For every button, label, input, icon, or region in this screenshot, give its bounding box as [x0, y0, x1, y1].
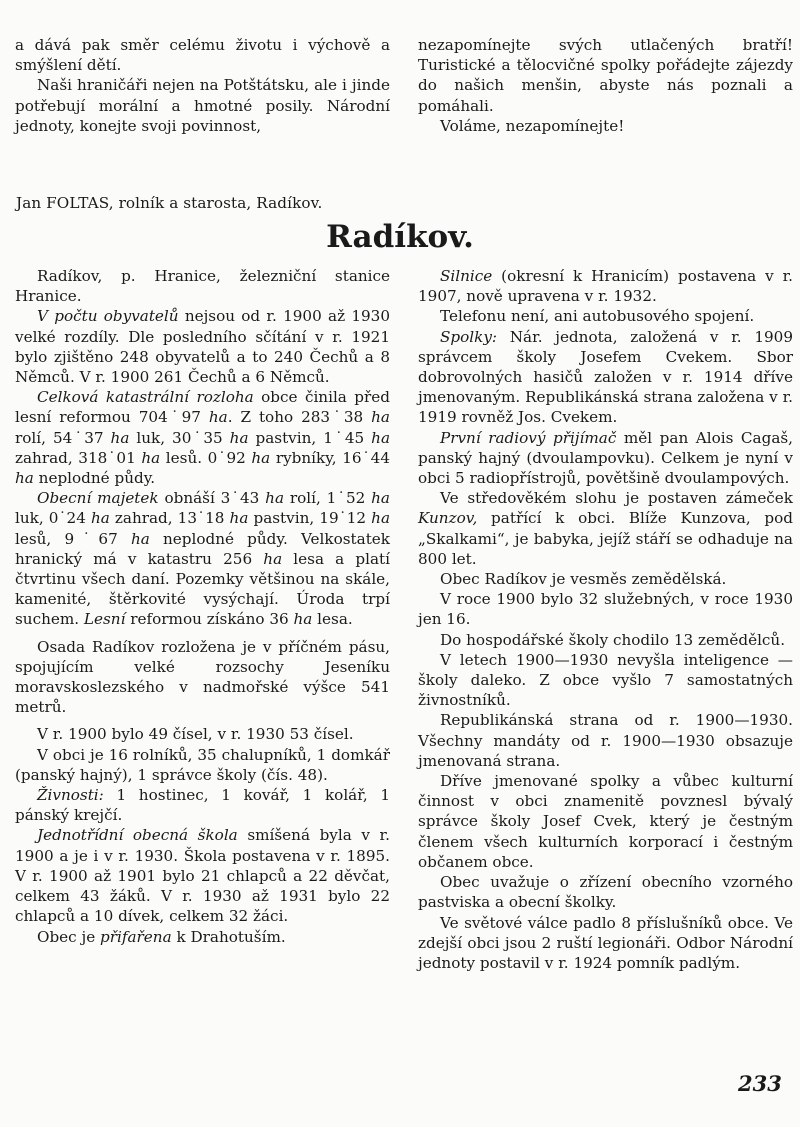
text: neplodné půdy.: [33, 469, 156, 488]
text: lesů. 0˙92: [160, 448, 252, 467]
paragraph: Telefonu není, ani autobusového spojení.: [440, 307, 755, 326]
unit: ha: [90, 509, 110, 528]
text: pastvin, 19˙12: [248, 509, 372, 528]
paragraph: V letech 1900—1930 nevyšla inteligence — školy daleko. Z obce vyšlo 7 samostatných živnostníků.: [418, 650, 793, 710]
unit: ha: [371, 408, 390, 427]
text: pastvin, 1˙45: [248, 428, 372, 447]
section-heading: Radíkov.: [326, 219, 474, 255]
paragraph: [418, 488, 793, 569]
text: Nár. jednota, založená v r. 1909 správcem školy Josefem Cvekem. Sbor dobrovolných hasičů založen v r. 1914 dříve jmenovaným. Republikánská strana založena v r. 1919 rovněž Jos. Cvekem.: [418, 327, 793, 427]
right-column: [418, 266, 793, 973]
paragraph: [418, 266, 793, 306]
paragraph: nezapomínejte svých utlačených bratří! Turistické a tělocvičné spolky pořádejte zájezdy do našich menšin, abyste nás poznali a pomáhali.: [418, 36, 793, 115]
text: (okresní k Hranicím) postavena v r. 1907, nově upravena v r. 1932.: [418, 267, 793, 306]
unit: ha: [229, 428, 249, 447]
text: reformou získáno 36: [125, 610, 294, 629]
paragraph: [15, 306, 390, 387]
unit: ha: [371, 428, 390, 447]
paragraph: Do hospodářské školy chodilo 13 zemědělců.: [440, 630, 786, 649]
paragraph: Obec Radíkov je vesměs zemědělská.: [440, 570, 727, 589]
text: luk, 30˙35: [129, 428, 230, 447]
emphasis: Spolky:: [440, 327, 498, 346]
unit: ha: [371, 489, 390, 508]
text: 1 hostinec, 1 kovář, 1 kolář, 1 pánský krejčí.: [15, 786, 390, 825]
paragraph: Dříve jmenované spolky a vůbec kulturní činnost v obci znamenitě povznesl bývalý správce školy Josef Cvek, který je čestným členem všech kulturních korporací i čestným občanem obce.: [418, 772, 793, 871]
text: k Drahotuším.: [171, 927, 286, 946]
unit: ha: [371, 509, 390, 528]
emphasis: Jednotřídní obecná škola: [37, 826, 238, 845]
text: neplodné půdy. Velkostatek hranický má v katastru 256: [15, 529, 390, 568]
text: obnáší 3˙43: [158, 489, 266, 508]
text: rolí, 54˙37: [15, 428, 111, 447]
paragraph: V r. 1900 bylo 49 čísel, v r. 1930 53 čísel.: [37, 725, 354, 744]
paragraph: [15, 927, 390, 947]
paragraph: [15, 488, 390, 629]
text: lesa.: [312, 610, 353, 629]
paragraph: [15, 387, 390, 488]
text: rolí, 1˙52: [284, 489, 372, 508]
paragraph: [418, 327, 793, 428]
left-column: [15, 266, 390, 947]
emphasis: Lesní: [83, 610, 126, 629]
text: lesů, 9˙67: [15, 529, 131, 548]
emphasis: Živnosti:: [37, 786, 104, 805]
text: . Z toho 283˙38: [227, 408, 372, 427]
paragraph: a dává pak směr celému životu i výchově a smýšlení dětí.: [15, 36, 390, 75]
text: zahrad, 318˙01: [15, 448, 142, 467]
unit: ha: [251, 448, 271, 467]
paragraph: [418, 428, 793, 489]
emphasis: Obecní majetek: [37, 489, 159, 508]
paragraph: Osada Radíkov rozložena je v příčném pásu, spojujícím velké rozsochy Jeseníku moravskoslezského v nadmořské výšce 541 metrů.: [15, 637, 390, 717]
emphasis: přifařena: [100, 927, 172, 946]
text: smíšená byla v r. 1900 a je i v r. 1930. Škola postavena v r. 1895. V r. 1900 až 1901 bylo 21 chlapců a 22 děvčat, celkem 43 žáků. V r. 1930 až 1931 bylo 22 chlapců a 10 dívek, celkem 32 žáci.: [15, 826, 390, 926]
paragraph: [15, 825, 390, 926]
unit: ha: [110, 428, 130, 447]
unit: ha: [229, 509, 249, 528]
emphasis: Silnice: [440, 267, 493, 285]
emphasis: Celková katastrální rozloha: [37, 388, 254, 407]
paragraph: Obec uvažuje o zřízení obecního vzorného pastviska a obecní školky.: [418, 873, 793, 912]
text: lesa a platí čtvrtinu všech daní. Pozemky většinou na skále, kamenité, štěrkovité vysýchají. Úroda trpí suchem.: [15, 549, 390, 629]
unit: ha: [208, 408, 228, 427]
top-left-column: [15, 35, 390, 136]
unit: ha: [15, 469, 34, 488]
emphasis: Kunzov,: [418, 509, 478, 528]
paragraph: [15, 785, 390, 825]
text: Obec je: [37, 927, 101, 946]
paragraph: V roce 1900 bylo 32 služebných, v roce 1930 jen 16.: [418, 590, 793, 629]
paragraph: Radíkov, p. Hranice, železniční stanice Hranice.: [15, 267, 390, 306]
paragraph: Republikánská strana od r. 1900—1930. Všechny mandáty od r. 1900—1930 obsazuje jmenovaná strana.: [418, 711, 793, 770]
text: rybníky, 16˙44: [270, 448, 390, 467]
paragraph: Ve světové válce padlo 8 příslušníků obce. Ve zdejší obci jsou 2 ruští legionáři. Odbor Národní jednoty postavil v r. 1924 pomník padlým.: [418, 913, 793, 972]
signature: Jan FOLTAS, rolník a starosta, Radíkov.: [16, 194, 323, 212]
text: Ve středověkém slohu je postaven zámeček: [440, 489, 793, 508]
unit: ha: [265, 489, 284, 508]
emphasis: První radiový přijímač: [440, 428, 617, 447]
top-right-column: [418, 35, 793, 136]
paragraph: Voláme, nezapomínejte!: [440, 116, 625, 135]
text: luk, 0˙24: [15, 509, 91, 528]
text: patřící k obci. Blíže Kunzova, pod „Skalkami“, je babyka, jejíž stáří se odhaduje na 800 let.: [418, 509, 793, 568]
page-number: 233: [738, 1071, 782, 1096]
unit: ha: [263, 549, 283, 568]
text: obce činila před lesní reformou 704˙97: [15, 388, 390, 427]
paragraph: Naši hraničáři nejen na Potštátsku, ale i jinde potřebují morální a hmotné posily. Národní jednoty, konejte svoji povinnost,: [15, 76, 390, 135]
paragraph: V obci je 16 rolníků, 35 chalupníků, 1 domkář (panský hajný), 1 správce školy (čís. 48).: [15, 745, 390, 784]
unit: ha: [293, 610, 313, 629]
text: měl pan Alois Cagaš, panský hajný (dvoulampovku). Celkem je nyní v obci 5 radiopřístrojů, povětšině dvoulampových.: [418, 428, 793, 488]
text: zahrad, 13˙18: [109, 509, 230, 528]
emphasis: V počtu obyvatelů: [37, 307, 179, 326]
unit: ha: [130, 529, 150, 548]
text: nejsou od r. 1900 až 1930 velké rozdíly. Dle posledního sčítání v r. 1921 bylo zjištěno 248 obyvatelů a to 240 Čechů a 8 Němců. V r. 1900 261 Čechů a 6 Němců.: [15, 307, 390, 387]
unit: ha: [141, 448, 161, 467]
